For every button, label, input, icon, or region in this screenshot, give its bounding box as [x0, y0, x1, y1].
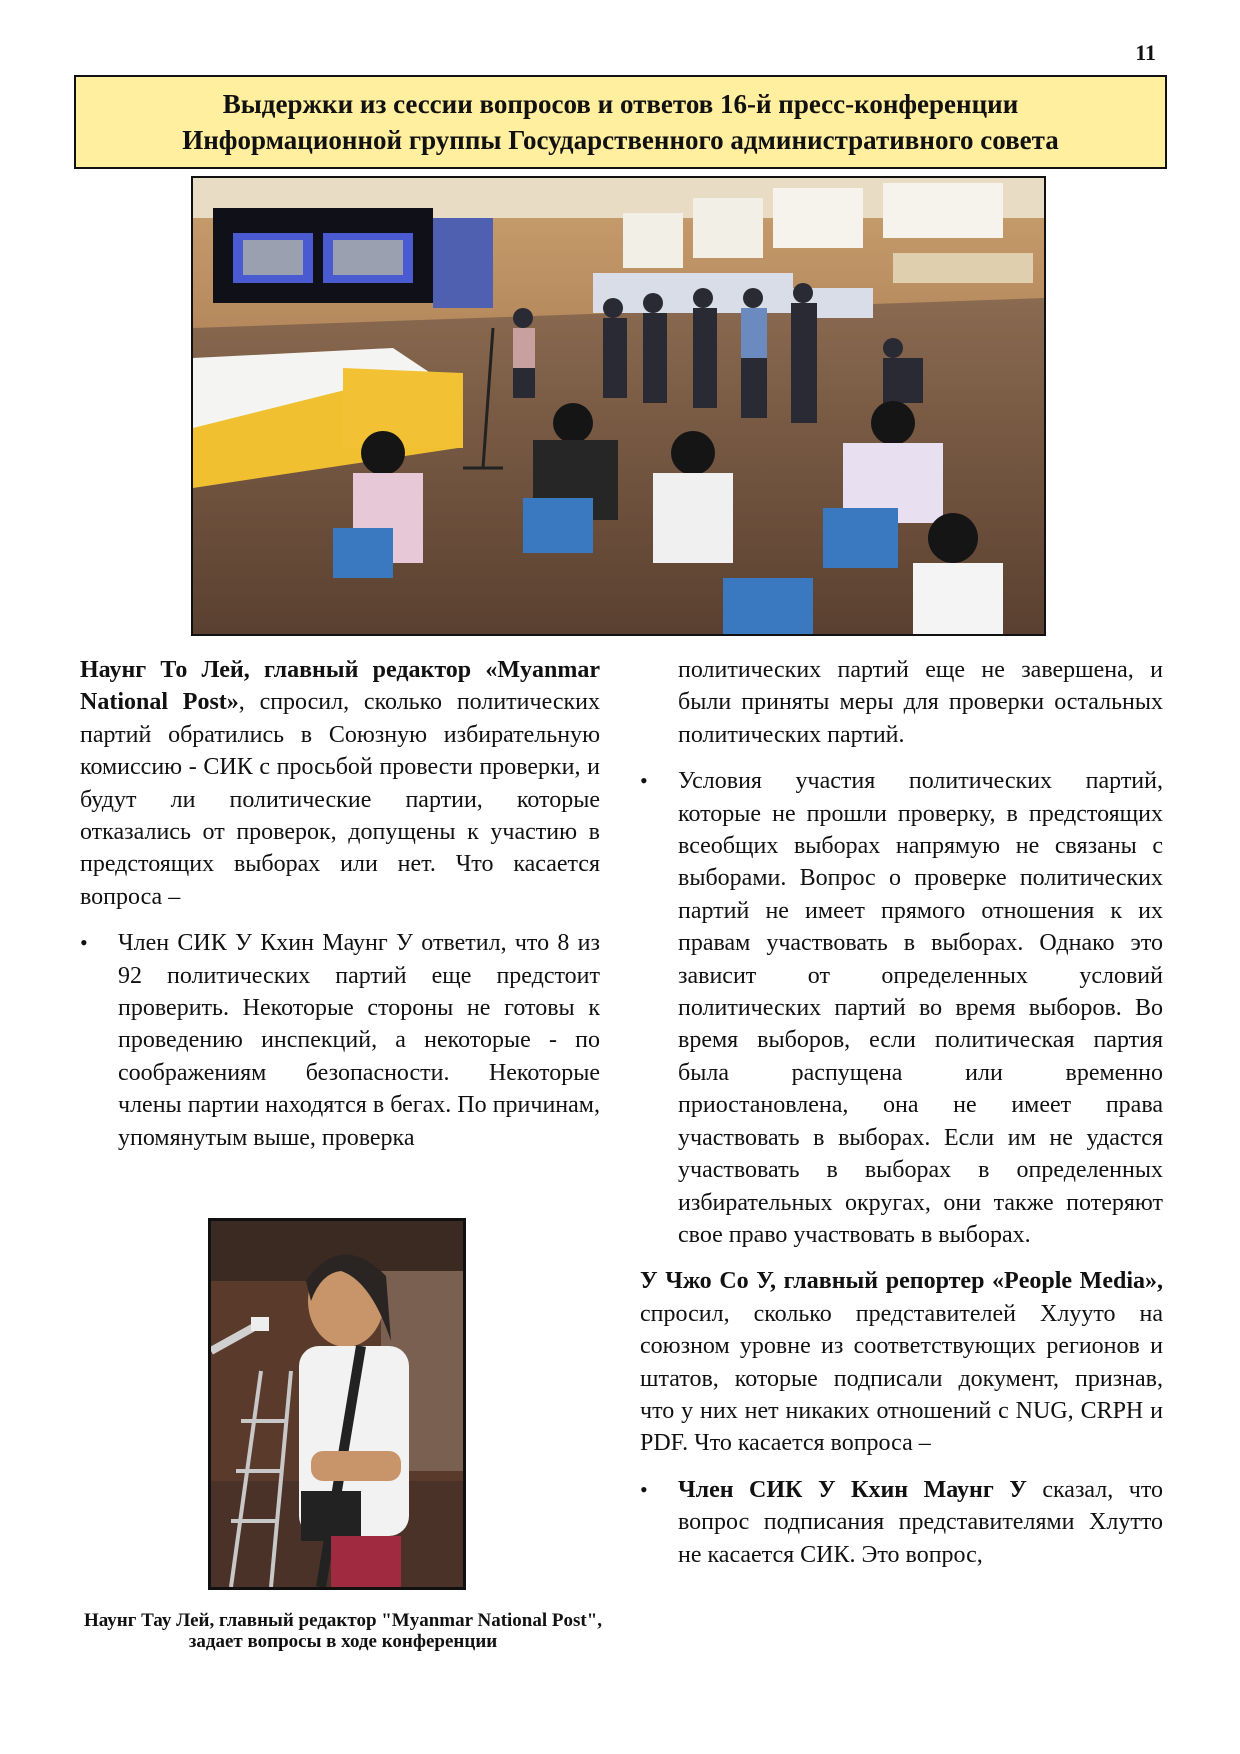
- answer-list-2: [640, 765, 1163, 1251]
- answer-continuation: политических партий еще не завершена, и были приняты меры для проверки остальных политических партий.: [678, 657, 1163, 748]
- answer-text-2: Условия участия политических партий, которые не прошли проверку, в предстоящих всеобщих выборах напрямую не связаны с выборами. Вопрос о проверке политических партий не имеет прямого отношения к их правам участвовать в выборах. Однако это зависит от определенных условий политических партий во время выборов. Во время выборов, если политическая партия была распущена или временно приостановлена, она не имеет права участвовать в выборах. Если им не удастся участвовать в выборах в определенных избирательных округах, они также потеряют свое право участвовать в выборах.: [678, 768, 1163, 1248]
- questioner-name-1: Наунг То Лей, главный редактор «Myanmar National Post»: [80, 657, 600, 716]
- right-column: [640, 654, 1163, 1585]
- answer-bullet-2: [640, 765, 1163, 1251]
- question-text-1: , спросил, сколько политических партий обратились в Союзную избирательную комиссию - СИК с просьбой провести проверки, и будут ли политические партии, которые отказались от проверок, допущены к участию в предстоящих выборах или нет. Что касается вопроса –: [80, 689, 600, 910]
- bullet-glyph: •: [640, 768, 648, 794]
- bullet-glyph: •: [80, 930, 88, 956]
- questioner-name-2: У Чжо Со У, главный репортер «People Media»,: [640, 1268, 1163, 1295]
- title-line-2: Информационной группы Государственного административного совета: [182, 125, 1059, 155]
- answer-list-1: [80, 927, 600, 1154]
- answer-list-3: [640, 1474, 1163, 1571]
- question-paragraph-2: [640, 1265, 1163, 1459]
- photo-caption: Наунг Тау Лей, главный редактор "Myanmar National Post", задает вопросы в ходе конференции: [83, 1610, 603, 1652]
- speaker-photo: [208, 1218, 466, 1590]
- answer-bullet-3: [640, 1474, 1163, 1571]
- answerer-name-3: Член СИК У Кхин Маунг У: [678, 1476, 1027, 1503]
- title-line-1: Выдержки из сессии вопросов и ответов 16-й пресс-конференции: [222, 89, 1019, 119]
- question-paragraph-1: [80, 654, 600, 913]
- answer-text-1: Член СИК У Кхин Маунг У ответил, что 8 из 92 политических партий еще предстоит проверить. Некоторые стороны не готовы к проведению инспекций, а некоторые - по соображениям безопасности. Некоторые члены партии находятся в бегах. По причинам, упомянутым выше, проверка: [118, 930, 600, 1151]
- question-text-2: спросил, сколько представителей Хлууто на союзном уровне из соответствующих регионов и штатов, которые подписали документ, признав, что у них нет никаких отношений с NUG, CRPH и PDF. Что касается вопроса –: [640, 1300, 1163, 1457]
- answer-text-3: сказал, что вопрос подписания представителями Хлутто не касается СИК. Это вопрос,: [678, 1476, 1164, 1568]
- page-number: 11: [1135, 40, 1156, 65]
- bullet-glyph: •: [640, 1476, 648, 1502]
- article-title: [74, 75, 1167, 169]
- conference-hall-photo: [191, 176, 1046, 636]
- left-column: [80, 654, 600, 1168]
- answer-bullet-1: [80, 927, 600, 1154]
